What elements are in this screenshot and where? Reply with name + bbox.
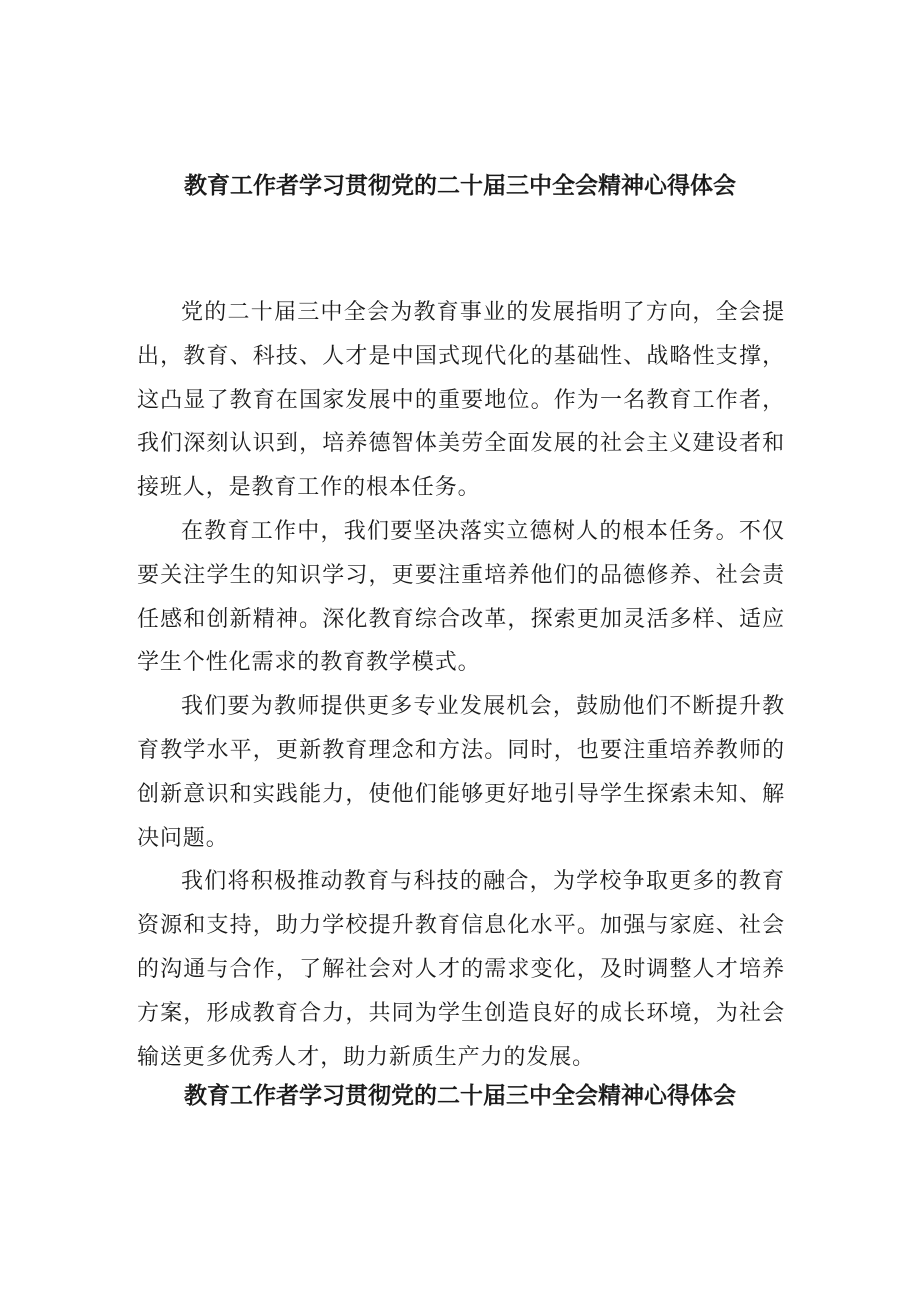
next-document-title: 教育工作者学习贯彻党的二十届三中全会精神心得体会 xyxy=(184,1083,736,1109)
paragraph-3: 我们要为教师提供更多专业发展机会，鼓励他们不断提升教育教学水平，更新教育理念和方法。同时，也要注重培养教师的创新意识和实践能力，使他们能够更好地引导学生探索未知、解决问题。 xyxy=(137,694,785,851)
paragraph-1: 党的二十届三中全会为教育事业的发展指明了方向，全会提出，教育、科技、人才是中国式现代化的基础性、战略性支撑，这凸显了教育在国家发展中的重要地位。作为一名教育工作者，我们深刻认识到，培养德智体美劳全面发展的社会主义建设者和接班人，是教育工作的根本任务。 xyxy=(137,300,785,501)
paragraph-4: 我们将积极推动教育与科技的融合，为学校争取更多的教育资源和支持，助力学校提升教育信息化水平。加强与家庭、社会的沟通与合作，了解社会对人才的需求变化，及时调整人才培养方案，形成教育合力，共同为学生创造良好的成长环境，为社会输送更多优秀人才，助力新质生产力的发展。 xyxy=(137,869,785,1070)
document-body xyxy=(137,291,785,1079)
paragraph-2: 在教育工作中，我们要坚决落实立德树人的根本任务。不仅要关注学生的知识学习，更要注重培养他们的品德修养、社会责任感和创新精神。深化教育综合改革，探索更加灵活多样、适应学生个性化需求的教育教学模式。 xyxy=(137,518,785,676)
document-title: 教育工作者学习贯彻党的二十届三中全会精神心得体会 xyxy=(184,173,736,199)
